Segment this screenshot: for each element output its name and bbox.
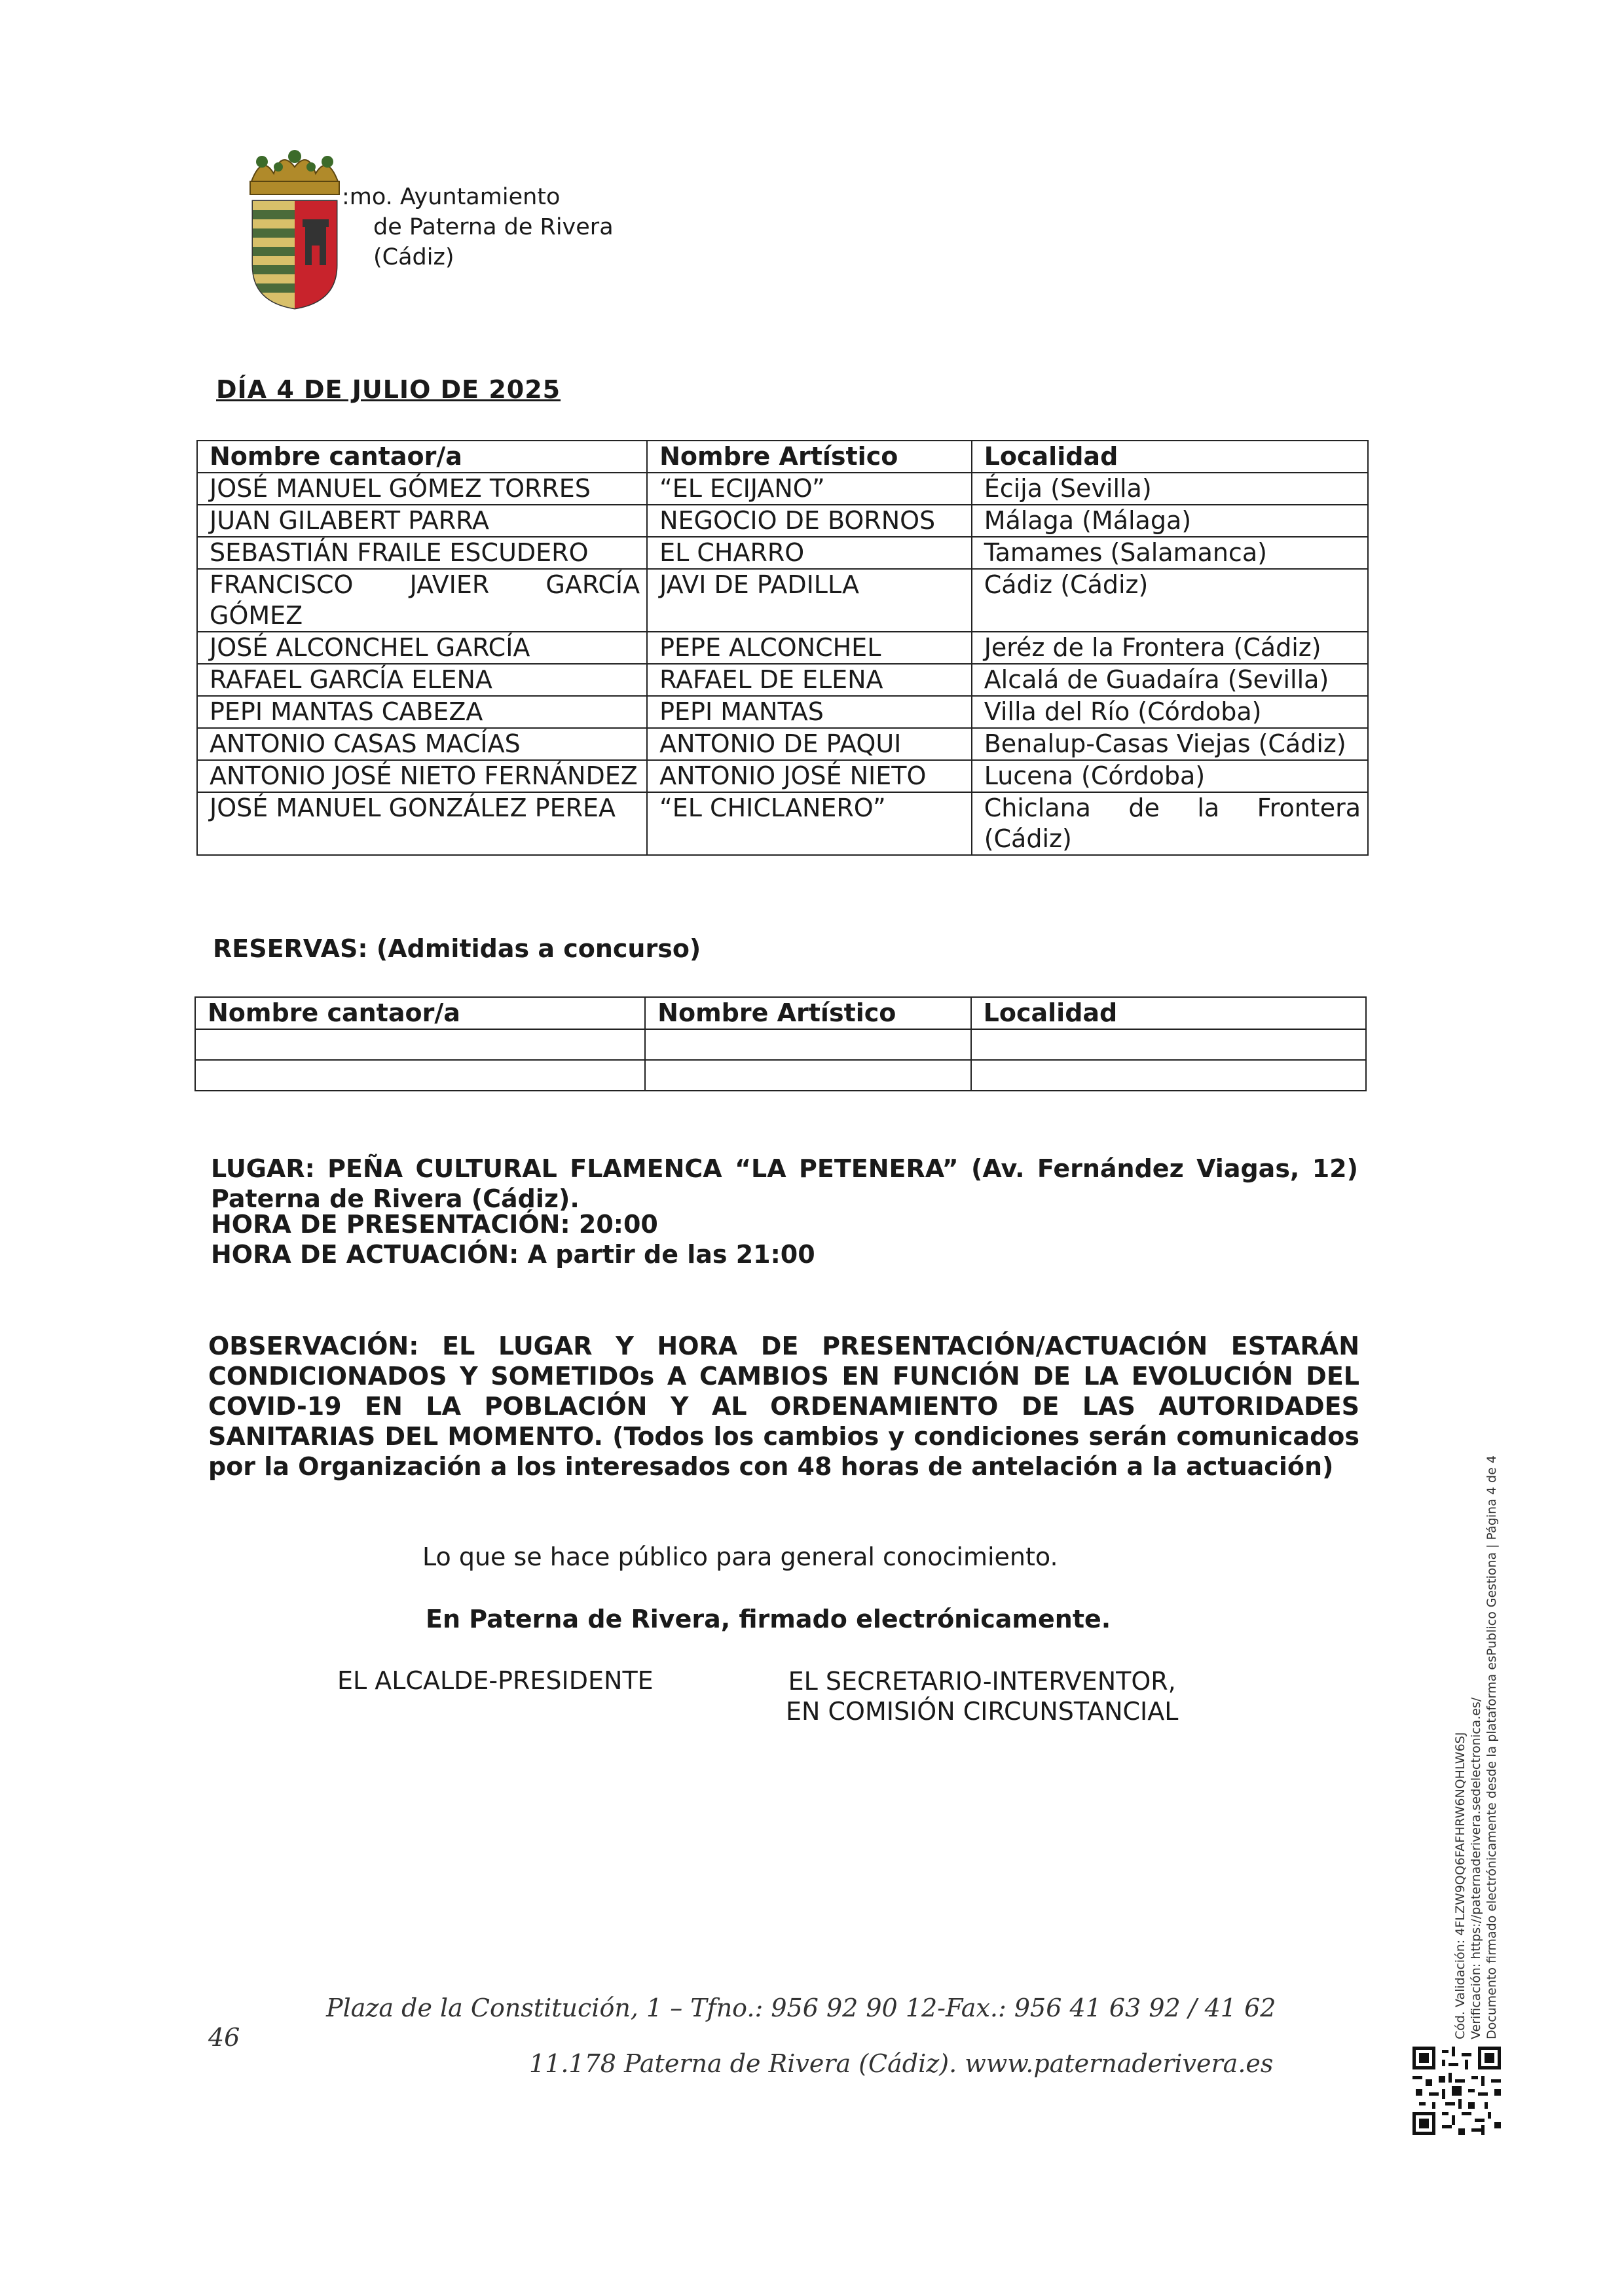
header-cell: Localidad [971, 997, 1366, 1029]
public-notice-text: Lo que se hace público para general conocimiento. [422, 1542, 1058, 1571]
location-cell: Chiclana de la Frontera (Cádiz) [972, 792, 1368, 855]
signature-platform-note: Documento firmado electrónicamente desde la plataforma esPublico Gestiona | Página 4 de 4 [1485, 1455, 1499, 2039]
validation-code: Cód. Validación: 4FLZW9QQ6FAFHRW6NQHLW6SJ [1453, 1732, 1467, 2039]
artistic-name-cell: “EL CHICLANERO” [647, 792, 972, 855]
table-row [197, 696, 1368, 728]
table-row [197, 569, 1368, 632]
artistic-name-cell: PEPI MANTAS [647, 696, 972, 728]
qr-code-icon [1412, 2047, 1501, 2135]
header-line-3: (Cádiz) [373, 244, 454, 270]
singer-name-cell: SEBASTIÁN FRAILE ESCUDERO [197, 537, 647, 569]
location-cell: Tamames (Salamanca) [972, 537, 1368, 569]
table-row [197, 505, 1368, 537]
table-row [197, 632, 1368, 664]
artistic-name-cell: ANTONIO JOSÉ NIETO [647, 760, 972, 792]
table-header-row [195, 997, 1366, 1029]
singer-name-cell: ANTONIO CASAS MACÍAS [197, 728, 647, 760]
artistic-name-cell: NEGOCIO DE BORNOS [647, 505, 972, 537]
table-header-row [197, 441, 1368, 473]
location-cell: Écija (Sevilla) [972, 473, 1368, 505]
artistic-name-cell: “EL ECIJANO” [647, 473, 972, 505]
header-cell: Localidad [972, 441, 1368, 473]
empty-cell [195, 1029, 645, 1060]
presentation-time: HORA DE PRESENTACIÓN: 20:00 [211, 1210, 658, 1239]
secretary-line-1: EL SECRETARIO-INTERVENTOR, [788, 1667, 1176, 1696]
reserves-table [194, 996, 1367, 1091]
singer-name-cell: RAFAEL GARCÍA ELENA [197, 664, 647, 696]
singer-name-cell: FRANCISCO JAVIER GARCÍA GÓMEZ [197, 569, 647, 632]
location-cell: Cádiz (Cádiz) [972, 569, 1368, 632]
observation-paragraph: OBSERVACIÓN: EL LUGAR Y HORA DE PRESENTACIÓN/ACTUACIÓN ESTARÁN CONDICIONADOS Y SOMETIDOs A CAMBIOS EN FUNCIÓN DE LA EVOLUCIÓN DEL COVID-19 EN LA POBLACIÓN Y AL ORDENAMIENTO DE LAS AUTORIDADES SANITARIAS DEL MOMENTO. (Todos los cambios y condiciones serán comunicados por la Organización a los interesados con 48 horas de antelación a la actuación) [208, 1332, 1359, 1481]
artistic-name-cell: EL CHARRO [647, 537, 972, 569]
location-cell: Málaga (Málaga) [972, 505, 1368, 537]
artistic-name-cell: PEPE ALCONCHEL [647, 632, 972, 664]
empty-row [195, 1060, 1366, 1091]
header-cell: Nombre cantaor/a [195, 997, 645, 1029]
header-line-2: de Paterna de Rivera [373, 214, 614, 240]
secretary-signature-label [786, 1666, 1178, 1726]
empty-cell [971, 1060, 1366, 1091]
empty-cell [645, 1060, 970, 1091]
footer-city-website: 11.178 Paterna de Rivera (Cádiz). www.paternaderivera.es [529, 2049, 1274, 2078]
singer-name-cell: JOSÉ ALCONCHEL GARCÍA [197, 632, 647, 664]
venue-text: LUGAR: PEÑA CULTURAL FLAMENCA “LA PETENERA” (Av. Fernández Viagas, 12) Paterna de Rivera (Cádiz). [211, 1154, 1358, 1213]
signed-statement: En Paterna de Rivera, firmado electrónicamente. [426, 1605, 1111, 1633]
location-cell: Benalup-Casas Viejas (Cádiz) [972, 728, 1368, 760]
artistic-name-cell: RAFAEL DE ELENA [647, 664, 972, 696]
header-cell: Nombre cantaor/a [197, 441, 647, 473]
empty-row [195, 1029, 1366, 1060]
mayor-signature-label: EL ALCALDE-PRESIDENTE [337, 1666, 654, 1695]
empty-cell [971, 1029, 1366, 1060]
location-cell: Lucena (Córdoba) [972, 760, 1368, 792]
location-cell: Villa del Río (Córdoba) [972, 696, 1368, 728]
location-cell: Alcalá de Guadaíra (Sevilla) [972, 664, 1368, 696]
municipality-header [342, 182, 614, 272]
footer-address: Plaza de la Constitución, 1 – Tfno.: 956 92 90 12-Fax.: 956 41 63 92 / 41 62 [326, 1994, 1276, 2022]
artistic-name-cell: ANTONIO DE PAQUI [647, 728, 972, 760]
empty-cell [195, 1060, 645, 1091]
verification-sidebar [1452, 1385, 1505, 2039]
date-heading: DÍA 4 DE JULIO DE 2025 [216, 375, 561, 404]
table-row [197, 664, 1368, 696]
location-cell: Jeréz de la Frontera (Cádiz) [972, 632, 1368, 664]
reserves-heading: RESERVAS: (Admitidas a concurso) [213, 934, 701, 963]
table-row [197, 473, 1368, 505]
singer-name-cell: JUAN GILABERT PARRA [197, 505, 647, 537]
table-row [197, 728, 1368, 760]
empty-cell [645, 1029, 970, 1060]
singer-name-cell: JOSÉ MANUEL GONZÁLEZ PEREA [197, 792, 647, 855]
secretary-line-2: EN COMISIÓN CIRCUNSTANCIAL [786, 1697, 1179, 1726]
page-number: 46 [208, 2023, 240, 2052]
table-row [197, 792, 1368, 855]
performance-time: HORA DE ACTUACIÓN: A partir de las 21:00 [211, 1240, 815, 1269]
table-row [197, 760, 1368, 792]
header-line-1: :mo. Ayuntamiento [342, 184, 561, 210]
singer-name-cell: ANTONIO JOSÉ NIETO FERNÁNDEZ [197, 760, 647, 792]
participants-table [196, 440, 1369, 856]
singer-name-cell: PEPI MANTAS CABEZA [197, 696, 647, 728]
coat-of-arms-logo [242, 147, 347, 311]
artistic-name-cell: JAVI DE PADILLA [647, 569, 972, 632]
verification-url: Verificación: https://paternaderivera.sedelectronica.es/ [1469, 1697, 1483, 2039]
table-row [197, 537, 1368, 569]
header-cell: Nombre Artístico [645, 997, 970, 1029]
header-cell: Nombre Artístico [647, 441, 972, 473]
singer-name-cell: JOSÉ MANUEL GÓMEZ TORRES [197, 473, 647, 505]
